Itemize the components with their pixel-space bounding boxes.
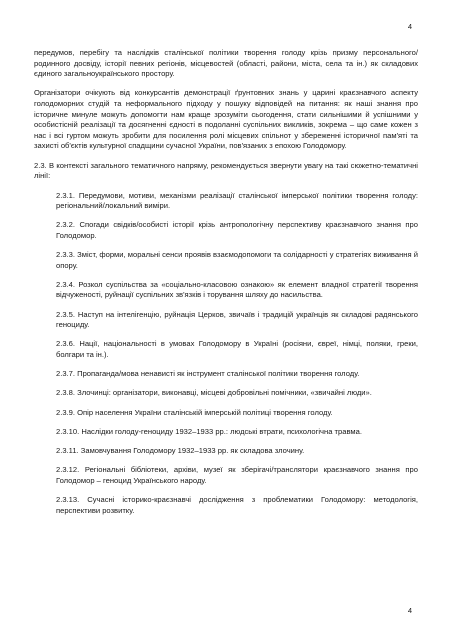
list-item-2-3-5: 2.3.5. Наступ на інтелігенцію, руйнація Церков, звичаїв і традицій українців як складові радянського геноциду. (56, 309, 418, 330)
list-item-2-3-1: 2.3.1. Передумови, мотиви, механізми реалізації сталінської імперської політики творення голоду: регіональний/локальний виміри. (56, 190, 418, 211)
paragraph-organizers: Організатори очікують від конкурсантів демонстрації ґрунтовних знань у царині краєзнавчого аспекту голодоморних студій та неформального підходу у пошуку відповідей на питання: як наші знання про історичне минуле можуть допомогти нам краще зрозуміти сьогодення, стати сильнішими й успішними у особистісній реалізації та досягненні єдності в подоланні суспільних викликів, зокрема – що саме кожен з нас і всі гуртом можуть зробити для посилення ролі місцевих спільнот у збереженні історичної пам'яті та захисті об'єктів культурної спадщини сучасної України, пов'язаних з епохою Голодомору. (34, 88, 418, 151)
document-body (34, 48, 418, 525)
paragraph-continuation: передумов, перебігу та наслідків сталінської політики творення голоду крізь призму персонального/родинного досвіду, історії певних регіонів, місцевостей (області, райони, міста, села та ін.) як складових єдиного загальноукраїнського простору. (34, 48, 418, 79)
list-item-2-3-6: 2.3.6. Нації, національності в умовах Голодомору в Україні (росіяни, євреї, німці, поляки, греки, болгари та ін.). (56, 339, 418, 360)
list-item-2-3-11: 2.3.11. Замовчування Голодомору 1932–1933 рр. як складова злочину. (56, 445, 305, 455)
list-item-2-3-3: 2.3.3. Зміст, форми, моральні сенси проявів взаємодопомоги та солідарності у стратегіях виживання й опору. (56, 250, 418, 270)
list-item-2-3-13: 2.3.13. Сучасні історико-краєзнавчі дослідження з проблематики Голодомору: методологія, перспективи розвитку. (56, 494, 418, 515)
list-item-2-3-7: 2.3.7. Пропаганда/мова ненависті як інструмент сталінської політики творення голоду. (56, 369, 360, 379)
page-number-bottom: 4 (407, 606, 412, 615)
list-item-2-3-12: 2.3.12. Регіональні бібліотеки, архіви, музеї як зберігачі/транслятори краєзнавчого знання про Голодомор – геноцид Українського народу. (56, 465, 418, 485)
paragraph-section-2-3: 2.3. В контексті загального тематичного напряму, рекомендується звернути увагу на такі сюжетно-тематичні лінії: (34, 160, 418, 181)
list-item-2-3-2: 2.3.2. Спогади свідків/особисті історії крізь антропологічну перспективу краєзнавчого знання про Голодомор. (56, 220, 418, 240)
list-item-2-3-10: 2.3.10. Наслідки голоду-геноциду 1932–1933 рр.: людські втрати, психологічна травма. (56, 426, 362, 436)
page-number-top: 4 (407, 22, 412, 31)
list-item-2-3-9: 2.3.9. Опір населення України сталінській імперській політиці творення голоду. (56, 407, 333, 417)
list-item-2-3-4: 2.3.4. Розкол суспільства за «соціально-класовою ознакою» як елемент владної стратегії творення відчуженості, руйнації суспільних зв'язків і торування шляху до насильства. (56, 279, 418, 300)
list-item-2-3-8: 2.3.8. Злочинці: організатори, виконавці, місцеві добровільні помічники, «звичайні люди». (56, 388, 372, 398)
